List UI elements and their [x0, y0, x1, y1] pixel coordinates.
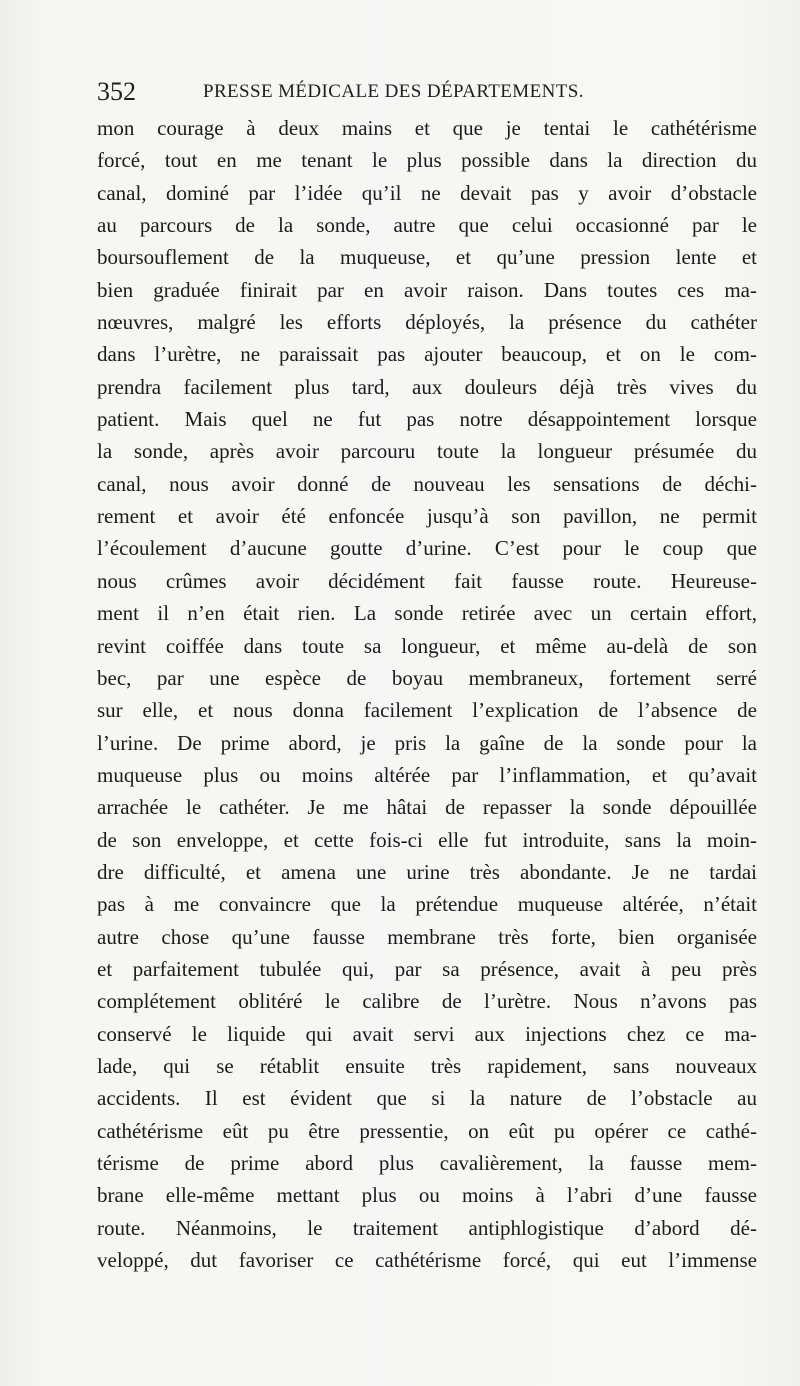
text-line: mon courage à deux mains et que je tentai le cathétérisme [97, 116, 757, 140]
text-line: ment il n’en était rien. La sonde retirée avec un certain effort, [97, 601, 757, 626]
text-line: autre chose qu’une fausse membrane très forte, bien organisée [97, 924, 757, 949]
text-line: boursouflement de la muqueuse, et qu’une pression lente et [97, 245, 757, 270]
text-line: nous crûmes avoir décidément fait fausse route. Heureuse- [97, 568, 757, 593]
text-line: canal, dominé par l’idée qu’il ne devait pas y avoir d’obstacle [97, 180, 757, 205]
text-line: patient. Mais quel ne fut pas notre désappointement lorsque [97, 407, 757, 432]
text-line: bien graduée finirait par en avoir raison. Dans toutes ces ma- [97, 277, 757, 302]
text-line: dans l’urètre, ne paraissait pas ajouter beaucoup, et on le com- [97, 342, 757, 367]
text-line: rement et avoir été enfoncée jusqu’à son pavillon, ne permit [97, 504, 757, 529]
text-line: dre difficulté, et amena une urine très abondante. Je ne tardai [97, 859, 757, 884]
page-number: 352 [97, 77, 136, 106]
page-header [97, 76, 757, 108]
text-line: arrachée le cathéter. Je me hâtai de repasser la sonde dépouillée [97, 795, 757, 820]
text-line: sur elle, et nous donna facilement l’explication de l’absence de [97, 698, 757, 723]
text-line: et parfaitement tubulée qui, par sa présence, avait à peu près [97, 956, 757, 981]
text-line: complétement oblitéré le calibre de l’urètre. Nous n’avons pas [97, 989, 757, 1014]
text-line: forcé, tout en me tenant le plus possible dans la direction du [97, 148, 757, 173]
text-line: l’écoulement d’aucune goutte d’urine. C’est pour le coup que [97, 536, 757, 561]
text-line: nœuvres, malgré les efforts déployés, la présence du cathéter [97, 310, 757, 335]
text-line: bec, par une espèce de boyau membraneux, fortement serré [97, 665, 757, 690]
text-line: muqueuse plus ou moins altérée par l’inflammation, et qu’avait [97, 762, 757, 787]
text-line: canal, nous avoir donné de nouveau les sensations de déchi- [97, 471, 757, 496]
text-line: de son enveloppe, et cette fois-ci elle fut introduite, sans la moin- [97, 827, 757, 852]
body-text [97, 112, 757, 1276]
text-line: pas à me convaincre que la prétendue muqueuse altérée, n’était [97, 892, 757, 917]
text-line: térisme de prime abord plus cavalièrement, la fausse mem- [97, 1151, 757, 1175]
text-line: au parcours de la sonde, autre que celui occasionné par le [97, 213, 757, 238]
text-line: conservé le liquide qui avait servi aux injections chez ce ma- [97, 1021, 757, 1046]
running-head: PRESSE MÉDICALE DES DÉPARTEMENTS. [203, 81, 584, 102]
text-line: lade, qui se rétablit ensuite très rapidement, sans nouveaux [97, 1053, 757, 1078]
text-line: accidents. Il est évident que si la nature de l’obstacle au [97, 1086, 757, 1111]
text-line: l’urine. De prime abord, je pris la gaîne de la sonde pour la [97, 730, 757, 755]
text-line: prendra facilement plus tard, aux douleurs déjà très vives du [97, 374, 757, 399]
text-line: cathétérisme eût pu être pressentie, on eût pu opérer ce cathé- [97, 1118, 757, 1143]
text-line: route. Néanmoins, le traitement antiphlogistique d’abord dé- [97, 1215, 757, 1240]
text-line: revint coiffée dans toute sa longueur, et même au-delà de son [97, 633, 757, 658]
text-line: veloppé, dut favoriser ce cathétérisme forcé, qui eut l’immense [97, 1248, 757, 1273]
text-line: brane elle-même mettant plus ou moins à l’abri d’une fausse [97, 1183, 757, 1208]
text-line: la sonde, après avoir parcouru toute la longueur présumée du [97, 439, 757, 464]
